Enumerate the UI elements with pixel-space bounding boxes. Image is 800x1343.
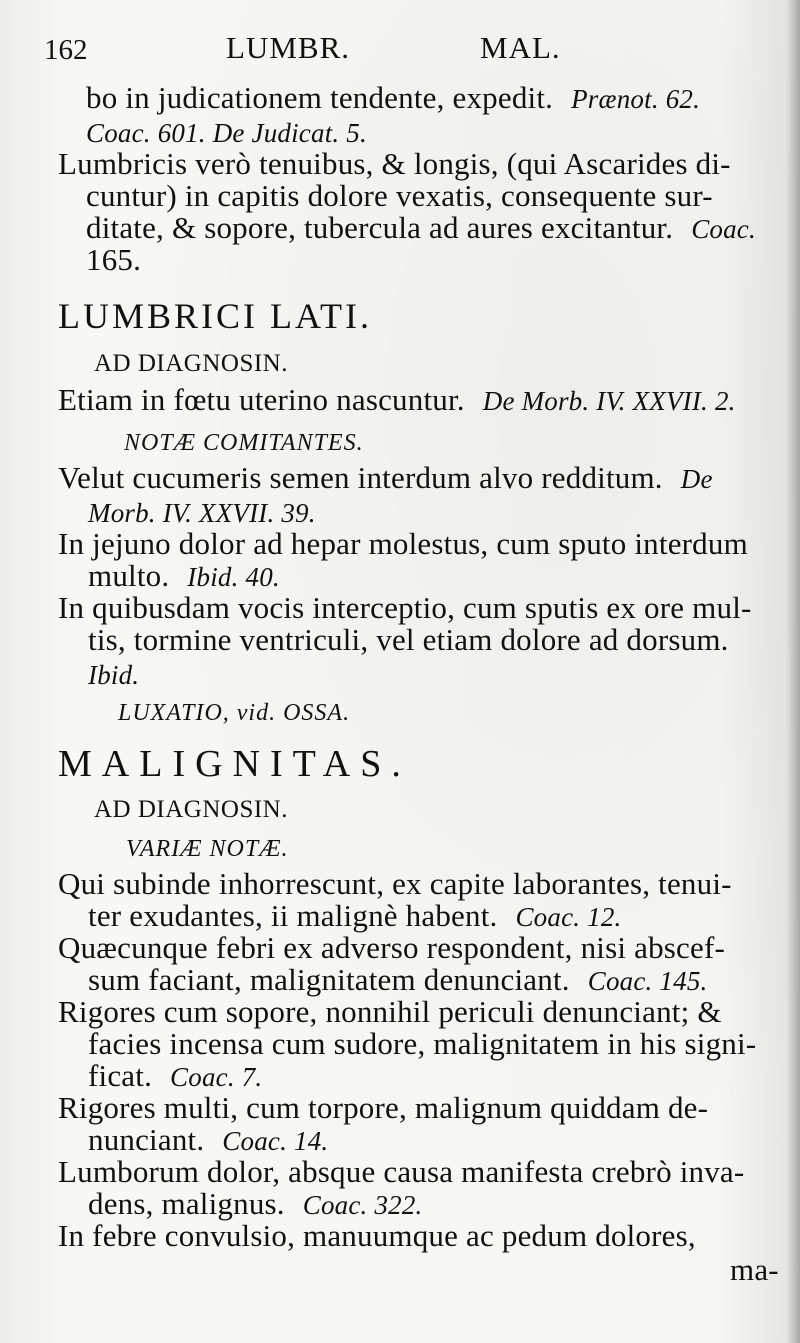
text-line xyxy=(126,828,289,867)
section-subheading: NOTÆ COMITANTES. xyxy=(124,430,364,456)
text-line xyxy=(58,994,722,1030)
text-line xyxy=(58,460,713,497)
line-text: nunciant. xyxy=(88,1122,205,1157)
line-text: Lumborum dolor, absque causa manifesta crebrò inva- xyxy=(58,1154,745,1189)
citation-reference: Coac. 12. xyxy=(515,902,622,932)
text-line xyxy=(58,1154,744,1190)
line-text: tis, tormine ventriculi, vel etiam dolore ad dorsum. xyxy=(88,622,729,657)
line-text: Velut cucumeris semen interdum alvo redditum. xyxy=(58,460,663,495)
line-text: LUMBRICI LATI. xyxy=(58,296,372,336)
page-number: 162 xyxy=(44,34,88,66)
line-text: facies incensa cum sudore, malignitatem in his signi- xyxy=(88,1026,757,1061)
line-text: Etiam in fœtu uterino nascuntur. xyxy=(58,382,465,417)
text-line xyxy=(124,422,364,461)
line-text: Lumbricis verò tenuibus, & longis, (qui Ascarides di- xyxy=(58,146,731,181)
text-line xyxy=(88,1026,756,1062)
text-line xyxy=(58,382,736,419)
citation-reference: Coac. 7. xyxy=(170,1062,263,1092)
line-text: In quibusdam vocis interceptio, cum sputis ex ore mul- xyxy=(58,590,752,625)
text-line xyxy=(58,298,372,334)
citation-reference: De Morb. IV. XXVII. 2. xyxy=(482,386,736,416)
line-text: bo in judicationem tendente, expedit. xyxy=(86,80,554,115)
text-line xyxy=(58,743,411,785)
line-text: cuntur) in capitis dolore vexatis, consequente sur- xyxy=(86,178,713,213)
line-text: Quæcunque febri ex adverso respondent, nisi abscef- xyxy=(58,930,726,965)
line-text: ficat. xyxy=(88,1058,153,1093)
line-text: AD DIAGNOSIN. xyxy=(94,796,288,823)
citation-reference: Ibid. xyxy=(88,660,140,690)
text-line xyxy=(88,622,729,658)
citation-reference: Ibid. 40. xyxy=(187,562,280,592)
text-line xyxy=(86,210,756,247)
line-text: 165. xyxy=(86,242,142,277)
text-line xyxy=(118,692,350,731)
text-line xyxy=(58,930,725,966)
line-text: dens, malignus. xyxy=(88,1186,285,1221)
line-text: Rigores cum sopore, nonnihil periculi denunciant; & xyxy=(58,994,722,1029)
text-line xyxy=(58,146,731,182)
running-head-left: LUMBR. xyxy=(226,30,350,65)
citation-reference: De xyxy=(680,464,713,494)
line-text: ma- xyxy=(730,1252,779,1287)
line-text: In febre convulsio, manuumque ac pedum dolores, xyxy=(58,1218,696,1253)
citation-reference: Coac. xyxy=(691,214,756,244)
text-line xyxy=(88,656,139,693)
text-line xyxy=(58,866,732,902)
text-line xyxy=(86,178,713,214)
citation-reference: Coac. 601. De Judicat. 5. xyxy=(86,118,367,148)
line-text: sum faciant, malignitatem denunciant. xyxy=(88,962,570,997)
text-line xyxy=(58,1218,696,1254)
running-head-right: MAL. xyxy=(480,30,561,65)
citation-reference: Coac. 322. xyxy=(302,1190,423,1220)
line-text: ditate, & sopore, tubercula ad aures excitantur. xyxy=(86,210,674,245)
line-text: AD DIAGNOSIN. xyxy=(94,350,288,377)
line-text: In jejuno dolor ad hepar molestus, cum sputo interdum xyxy=(58,526,748,561)
citation-reference: Prænot. 62. xyxy=(571,84,701,114)
citation-reference: Coac. 14. xyxy=(222,1126,329,1156)
text-line xyxy=(58,1090,708,1126)
text-line xyxy=(94,792,288,828)
citation-reference: Morb. IV. XXVII. 39. xyxy=(88,498,316,528)
text-line xyxy=(58,590,752,626)
text-line xyxy=(730,1252,779,1288)
section-subheading: LUXATIO, vid. OSSA. xyxy=(118,700,351,726)
line-text: multo. xyxy=(88,558,170,593)
text-line xyxy=(86,80,700,117)
text-line xyxy=(58,526,748,562)
line-text: Rigores multi, cum torpore, malignum quiddam de- xyxy=(58,1090,709,1125)
line-text: ter exudantes, ii malignè habent. xyxy=(88,898,498,933)
text-line xyxy=(94,346,288,382)
line-text: Qui subinde inhorrescunt, ex capite laborantes, tenui- xyxy=(58,866,732,901)
citation-reference: Coac. 145. xyxy=(587,966,708,996)
section-subheading: VARIÆ NOTÆ. xyxy=(126,836,289,862)
line-text: MALIGNITAS. xyxy=(58,743,411,785)
page-edge-shadow xyxy=(786,0,800,1343)
text-line xyxy=(86,242,141,278)
